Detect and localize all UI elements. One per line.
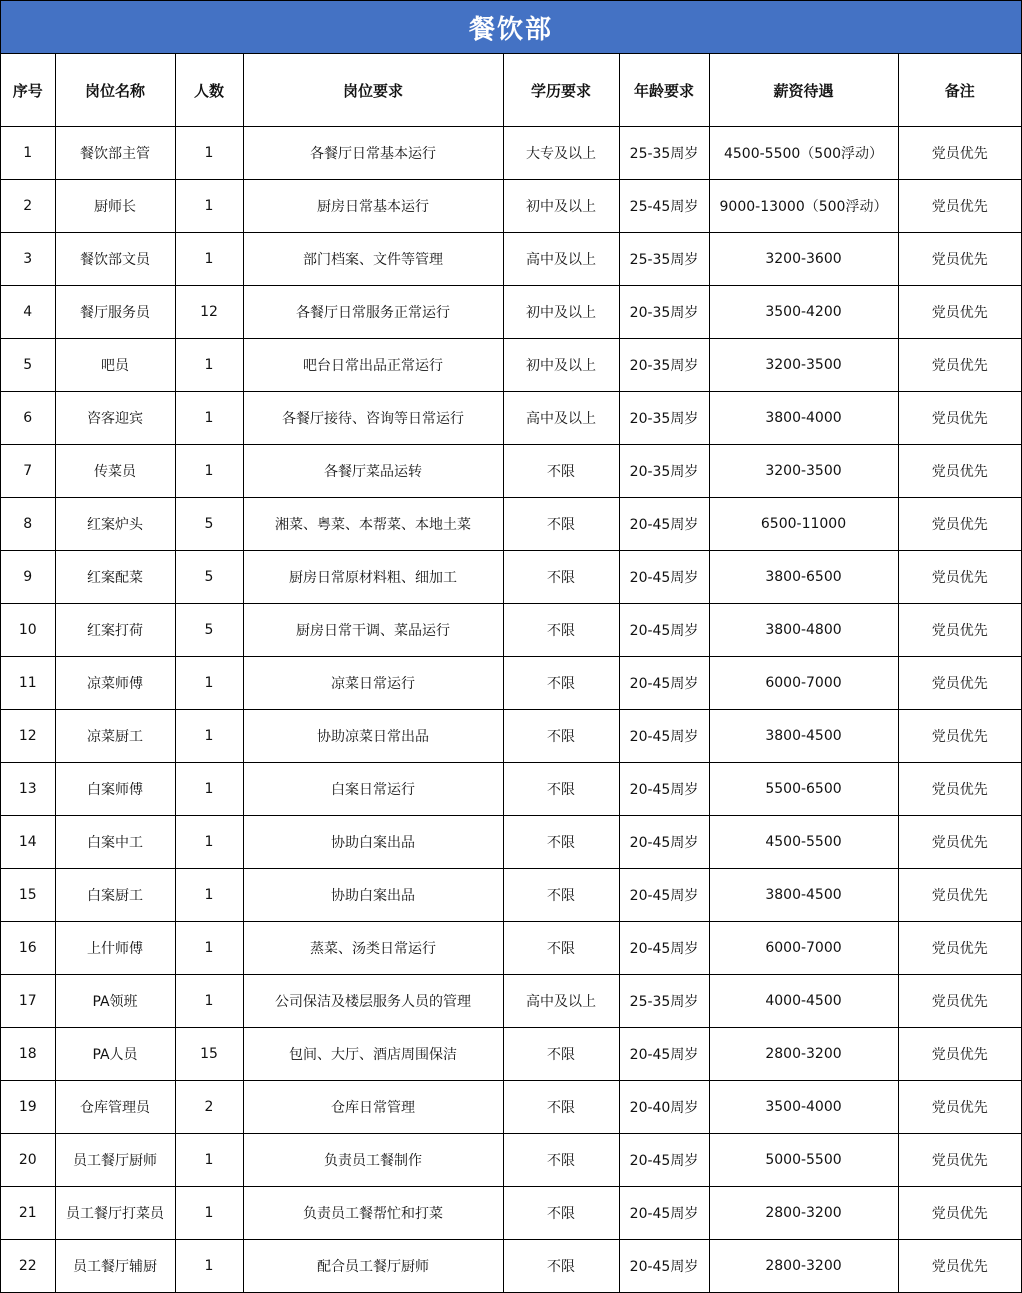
cell-requirements: 协助白案出品 [243, 869, 503, 922]
cell-requirements: 各餐厅日常基本运行 [243, 127, 503, 180]
cell-headcount: 1 [175, 763, 243, 816]
table-row [1, 286, 1021, 339]
cell-age: 20-35周岁 [619, 392, 709, 445]
cell-headcount: 15 [175, 1028, 243, 1081]
cell-index: 10 [1, 604, 55, 657]
cell-age: 25-35周岁 [619, 127, 709, 180]
cell-salary: 3800-6500 [709, 551, 898, 604]
cell-education: 不限 [503, 1134, 619, 1187]
cell-index: 16 [1, 922, 55, 975]
cell-remarks: 党员优先 [898, 657, 1021, 710]
table-row [1, 1028, 1021, 1081]
cell-salary: 3500-4000 [709, 1081, 898, 1134]
cell-education: 初中及以上 [503, 339, 619, 392]
table-row [1, 869, 1021, 922]
cell-education: 不限 [503, 604, 619, 657]
cell-education: 高中及以上 [503, 392, 619, 445]
cell-salary: 2800-3200 [709, 1028, 898, 1081]
cell-index: 14 [1, 816, 55, 869]
cell-remarks: 党员优先 [898, 1081, 1021, 1134]
cell-index: 2 [1, 180, 55, 233]
cell-index: 12 [1, 710, 55, 763]
cell-age: 20-45周岁 [619, 1240, 709, 1293]
cell-education: 不限 [503, 869, 619, 922]
cell-salary: 6000-7000 [709, 657, 898, 710]
header-salary: 薪资待遇 [709, 54, 898, 127]
cell-position: 员工餐厅辅厨 [55, 1240, 175, 1293]
cell-education: 大专及以上 [503, 127, 619, 180]
table-row [1, 604, 1021, 657]
cell-requirements: 湘菜、粤菜、本帮菜、本地土菜 [243, 498, 503, 551]
cell-age: 20-35周岁 [619, 339, 709, 392]
cell-headcount: 1 [175, 1240, 243, 1293]
cell-requirements: 仓库日常管理 [243, 1081, 503, 1134]
cell-index: 3 [1, 233, 55, 286]
cell-position: 红案配菜 [55, 551, 175, 604]
cell-salary: 5000-5500 [709, 1134, 898, 1187]
cell-education: 不限 [503, 763, 619, 816]
cell-salary: 3200-3500 [709, 339, 898, 392]
table-row [1, 339, 1021, 392]
cell-position: 餐饮部文员 [55, 233, 175, 286]
cell-headcount: 5 [175, 604, 243, 657]
cell-requirements: 吧台日常出品正常运行 [243, 339, 503, 392]
cell-requirements: 蒸菜、汤类日常运行 [243, 922, 503, 975]
cell-remarks: 党员优先 [898, 1240, 1021, 1293]
cell-age: 20-45周岁 [619, 763, 709, 816]
table-row [1, 233, 1021, 286]
cell-salary: 4500-5500（500浮动） [709, 127, 898, 180]
cell-salary: 3200-3500 [709, 445, 898, 498]
table-row [1, 1134, 1021, 1187]
cell-requirements: 凉菜日常运行 [243, 657, 503, 710]
table-row [1, 180, 1021, 233]
cell-index: 4 [1, 286, 55, 339]
cell-education: 不限 [503, 445, 619, 498]
cell-salary: 3200-3600 [709, 233, 898, 286]
cell-position: 厨师长 [55, 180, 175, 233]
cell-remarks: 党员优先 [898, 1134, 1021, 1187]
cell-salary: 5500-6500 [709, 763, 898, 816]
table-row [1, 445, 1021, 498]
cell-age: 20-45周岁 [619, 710, 709, 763]
cell-headcount: 1 [175, 127, 243, 180]
table-row [1, 763, 1021, 816]
cell-age: 20-45周岁 [619, 1134, 709, 1187]
cell-remarks: 党员优先 [898, 233, 1021, 286]
cell-position: 红案打荷 [55, 604, 175, 657]
cell-requirements: 负责员工餐帮忙和打菜 [243, 1187, 503, 1240]
cell-education: 不限 [503, 1081, 619, 1134]
cell-position: 餐厅服务员 [55, 286, 175, 339]
table-row [1, 1240, 1021, 1293]
cell-requirements: 各餐厅菜品运转 [243, 445, 503, 498]
cell-headcount: 1 [175, 180, 243, 233]
cell-index: 7 [1, 445, 55, 498]
cell-requirements: 白案日常运行 [243, 763, 503, 816]
header-remarks: 备注 [898, 54, 1021, 127]
cell-headcount: 1 [175, 869, 243, 922]
cell-education: 不限 [503, 551, 619, 604]
cell-position: 餐饮部主管 [55, 127, 175, 180]
cell-salary: 2800-3200 [709, 1187, 898, 1240]
cell-remarks: 党员优先 [898, 392, 1021, 445]
cell-education: 初中及以上 [503, 180, 619, 233]
cell-index: 6 [1, 392, 55, 445]
cell-remarks: 党员优先 [898, 975, 1021, 1028]
cell-salary: 3500-4200 [709, 286, 898, 339]
cell-salary: 6500-11000 [709, 498, 898, 551]
cell-headcount: 1 [175, 816, 243, 869]
cell-position: 白案师傅 [55, 763, 175, 816]
cell-headcount: 2 [175, 1081, 243, 1134]
cell-education: 不限 [503, 1240, 619, 1293]
cell-headcount: 1 [175, 1187, 243, 1240]
cell-remarks: 党员优先 [898, 869, 1021, 922]
cell-position: 白案厨工 [55, 869, 175, 922]
header-index: 序号 [1, 54, 55, 127]
cell-position: 凉菜厨工 [55, 710, 175, 763]
cell-position: 红案炉头 [55, 498, 175, 551]
cell-headcount: 1 [175, 233, 243, 286]
cell-age: 20-45周岁 [619, 1187, 709, 1240]
header-age: 年龄要求 [619, 54, 709, 127]
cell-position: 凉菜师傅 [55, 657, 175, 710]
cell-index: 5 [1, 339, 55, 392]
cell-education: 不限 [503, 816, 619, 869]
cell-requirements: 协助白案出品 [243, 816, 503, 869]
cell-education: 高中及以上 [503, 233, 619, 286]
cell-age: 20-45周岁 [619, 604, 709, 657]
cell-salary: 3800-4000 [709, 392, 898, 445]
cell-position: PA领班 [55, 975, 175, 1028]
cell-position: 咨客迎宾 [55, 392, 175, 445]
cell-position: 吧员 [55, 339, 175, 392]
cell-index: 19 [1, 1081, 55, 1134]
cell-requirements: 厨房日常原材料粗、细加工 [243, 551, 503, 604]
cell-requirements: 公司保洁及楼层服务人员的管理 [243, 975, 503, 1028]
cell-position: 仓库管理员 [55, 1081, 175, 1134]
cell-index: 17 [1, 975, 55, 1028]
cell-education: 不限 [503, 498, 619, 551]
cell-position: 上什师傅 [55, 922, 175, 975]
cell-index: 8 [1, 498, 55, 551]
cell-salary: 9000-13000（500浮动） [709, 180, 898, 233]
cell-remarks: 党员优先 [898, 604, 1021, 657]
cell-remarks: 党员优先 [898, 1187, 1021, 1240]
sheet-title: 餐饮部 [1, 1, 1021, 54]
cell-index: 9 [1, 551, 55, 604]
cell-age: 20-45周岁 [619, 816, 709, 869]
cell-index: 15 [1, 869, 55, 922]
cell-requirements: 各餐厅日常服务正常运行 [243, 286, 503, 339]
cell-headcount: 1 [175, 975, 243, 1028]
cell-remarks: 党员优先 [898, 127, 1021, 180]
cell-headcount: 1 [175, 339, 243, 392]
cell-salary: 2800-3200 [709, 1240, 898, 1293]
cell-index: 22 [1, 1240, 55, 1293]
cell-remarks: 党员优先 [898, 551, 1021, 604]
table-row [1, 922, 1021, 975]
cell-education: 不限 [503, 657, 619, 710]
cell-age: 20-45周岁 [619, 657, 709, 710]
cell-salary: 6000-7000 [709, 922, 898, 975]
table-row [1, 657, 1021, 710]
cell-position: 员工餐厅打菜员 [55, 1187, 175, 1240]
cell-headcount: 1 [175, 710, 243, 763]
cell-age: 20-45周岁 [619, 869, 709, 922]
cell-remarks: 党员优先 [898, 922, 1021, 975]
table-row [1, 127, 1021, 180]
cell-education: 不限 [503, 1028, 619, 1081]
cell-position: PA人员 [55, 1028, 175, 1081]
cell-position: 传菜员 [55, 445, 175, 498]
cell-position: 员工餐厅厨师 [55, 1134, 175, 1187]
cell-requirements: 协助凉菜日常出品 [243, 710, 503, 763]
cell-index: 21 [1, 1187, 55, 1240]
table-row [1, 975, 1021, 1028]
cell-remarks: 党员优先 [898, 1028, 1021, 1081]
table-row [1, 498, 1021, 551]
cell-index: 20 [1, 1134, 55, 1187]
cell-salary: 3800-4800 [709, 604, 898, 657]
cell-requirements: 包间、大厅、酒店周围保洁 [243, 1028, 503, 1081]
header-education: 学历要求 [503, 54, 619, 127]
cell-headcount: 5 [175, 551, 243, 604]
cell-headcount: 12 [175, 286, 243, 339]
table-row [1, 710, 1021, 763]
cell-education: 初中及以上 [503, 286, 619, 339]
cell-headcount: 1 [175, 922, 243, 975]
cell-remarks: 党员优先 [898, 498, 1021, 551]
cell-requirements: 负责员工餐制作 [243, 1134, 503, 1187]
table-body [1, 127, 1021, 1293]
table-row [1, 816, 1021, 869]
table-row [1, 1187, 1021, 1240]
cell-index: 1 [1, 127, 55, 180]
cell-headcount: 1 [175, 445, 243, 498]
cell-remarks: 党员优先 [898, 710, 1021, 763]
cell-headcount: 1 [175, 657, 243, 710]
cell-requirements: 各餐厅接待、咨询等日常运行 [243, 392, 503, 445]
header-position: 岗位名称 [55, 54, 175, 127]
cell-salary: 4000-4500 [709, 975, 898, 1028]
cell-education: 不限 [503, 922, 619, 975]
table-header-row [1, 54, 1021, 127]
cell-index: 11 [1, 657, 55, 710]
cell-requirements: 部门档案、文件等管理 [243, 233, 503, 286]
cell-headcount: 1 [175, 392, 243, 445]
cell-salary: 4500-5500 [709, 816, 898, 869]
cell-index: 13 [1, 763, 55, 816]
cell-age: 25-45周岁 [619, 180, 709, 233]
cell-education: 不限 [503, 1187, 619, 1240]
cell-remarks: 党员优先 [898, 445, 1021, 498]
cell-requirements: 厨房日常基本运行 [243, 180, 503, 233]
cell-education: 高中及以上 [503, 975, 619, 1028]
cell-position: 白案中工 [55, 816, 175, 869]
header-requirements: 岗位要求 [243, 54, 503, 127]
cell-age: 20-45周岁 [619, 551, 709, 604]
cell-remarks: 党员优先 [898, 763, 1021, 816]
cell-age: 20-45周岁 [619, 1028, 709, 1081]
cell-headcount: 5 [175, 498, 243, 551]
cell-age: 25-35周岁 [619, 975, 709, 1028]
cell-remarks: 党员优先 [898, 286, 1021, 339]
cell-age: 20-40周岁 [619, 1081, 709, 1134]
cell-age: 20-35周岁 [619, 445, 709, 498]
table-row [1, 551, 1021, 604]
table-row [1, 392, 1021, 445]
cell-salary: 3800-4500 [709, 869, 898, 922]
cell-education: 不限 [503, 710, 619, 763]
cell-remarks: 党员优先 [898, 180, 1021, 233]
cell-remarks: 党员优先 [898, 816, 1021, 869]
cell-headcount: 1 [175, 1134, 243, 1187]
cell-index: 18 [1, 1028, 55, 1081]
table-row [1, 1081, 1021, 1134]
header-headcount: 人数 [175, 54, 243, 127]
cell-age: 25-35周岁 [619, 233, 709, 286]
positions-table [1, 54, 1021, 1292]
cell-salary: 3800-4500 [709, 710, 898, 763]
cell-age: 20-45周岁 [619, 498, 709, 551]
cell-age: 20-45周岁 [619, 922, 709, 975]
cell-remarks: 党员优先 [898, 339, 1021, 392]
cell-requirements: 配合员工餐厅厨师 [243, 1240, 503, 1293]
cell-requirements: 厨房日常干调、菜品运行 [243, 604, 503, 657]
cell-age: 20-35周岁 [619, 286, 709, 339]
